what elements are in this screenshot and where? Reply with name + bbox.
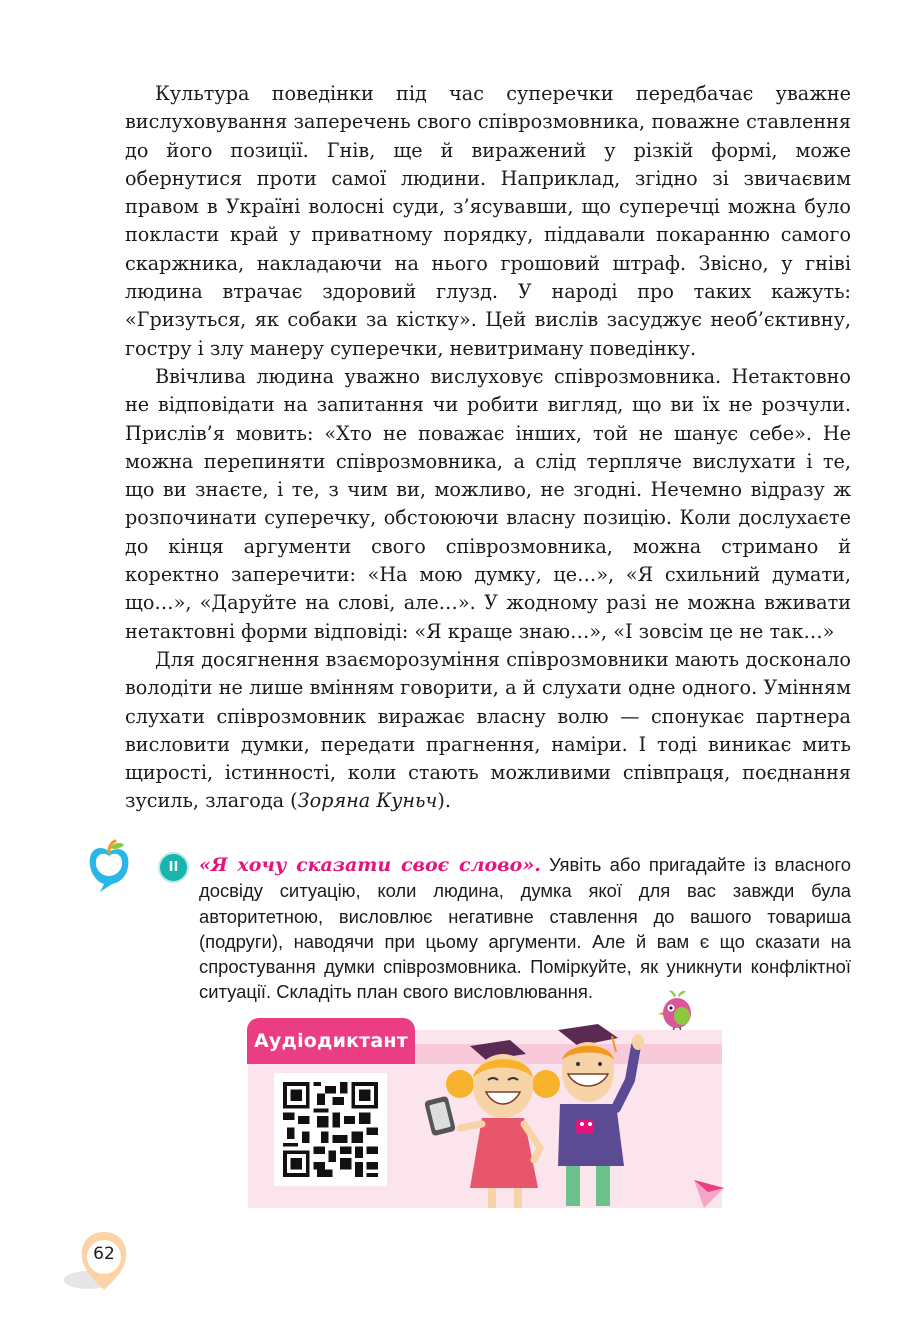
paragraph-2: Ввічлива людина уважно вислуховує співрозмовника. Нетактовно не відповідати на запитання чи робити вигляд, що ви їх не розчули. Прислів’я мовить: «Хто не поважає інших, той не шанує себе». Не можна перепиняти співрозмовника, а слід терпляче вислухати і те, що ви знаєте, і те, з чим ви, можливо, не згодні. Нечемно відразу ж розпочинати суперечку, обстоюючи власну позицію. Коли дослухаєте до кінця аргументи свого співрозмовника, можна стримано й коректно заперечити: «На мою думку, це…», «Я схильний думати, що…», «Даруйте на слові, але…». У жодному разі не можна вживати нетактовні форми відповіді: «Я краще знаю…», «І зовсім це не так…» bbox=[125, 364, 851, 643]
task-title: «Я хочу сказати своє слово». bbox=[199, 854, 541, 876]
citation-close: ). bbox=[437, 789, 451, 813]
apple-chat-icon bbox=[84, 838, 134, 894]
page-number: 62 bbox=[93, 1244, 115, 1264]
citation-author: Зоряна Куньч bbox=[297, 789, 438, 813]
qr-code-icon bbox=[283, 1082, 378, 1177]
paragraph-3-text: Для досягнення взаєморозуміння співрозмовники мають досконало володіти не лише вмінням говорити, а й слухати одне одного. Умінням слухати співрозмовник виражає власну волю — спонукає партнера висловити думки, передати прагнення, наміри. І тоді виникає мить щирості, істинності, коли стають можливими співпраця, поєднання зусиль, злагода ( bbox=[125, 647, 851, 813]
task-block bbox=[199, 852, 851, 1005]
task-text: Уявіть або пригадайте із власного досвіду ситуацію, коли людина, думка якої для вас завжди була авторитетною, висловлює негативне ставлення до вашого товариша (подруги), наводячи при цьому аргументи. Але й вам є що сказати на спростування думки співрозмовника. Поміркуйте, як уникнути конфліктної ситуації. Складіть план свого висловлювання. bbox=[199, 854, 851, 1003]
paragraph-3 bbox=[125, 646, 851, 816]
paragraph-1: Культура поведінки під час суперечки передбачає уважне вислуховування заперечень свого співрозмовника, поважне ставлення до його позиції. Гнів, ще й виражений у різкій формі, може обернутися проти самої людини. Наприклад, згідно зі звичаєвим правом в Україні волосні суди, з’ясувавши, що суперечці можна було покласти край у приватному порядку, піддавали покаранню самого скаржника, накладаючи на нього грошовий штраф. Звісно, у гніві людина втрачає здоровий глузд. У народі про таких кажуть: «Гризуться, як собаки за кістку». Цей вислів засуджує необ’єктивну, гостру і злу манеру суперечки, невитриману поведінку. bbox=[125, 82, 851, 360]
main-text bbox=[125, 80, 851, 816]
pink-corner-icon bbox=[694, 1180, 724, 1208]
task-number-badge: II bbox=[160, 854, 187, 881]
audio-dictation-label[interactable]: Аудіодиктант bbox=[247, 1018, 415, 1064]
kids-graduation-illustration bbox=[420, 1020, 720, 1212]
qr-code[interactable] bbox=[274, 1073, 387, 1186]
